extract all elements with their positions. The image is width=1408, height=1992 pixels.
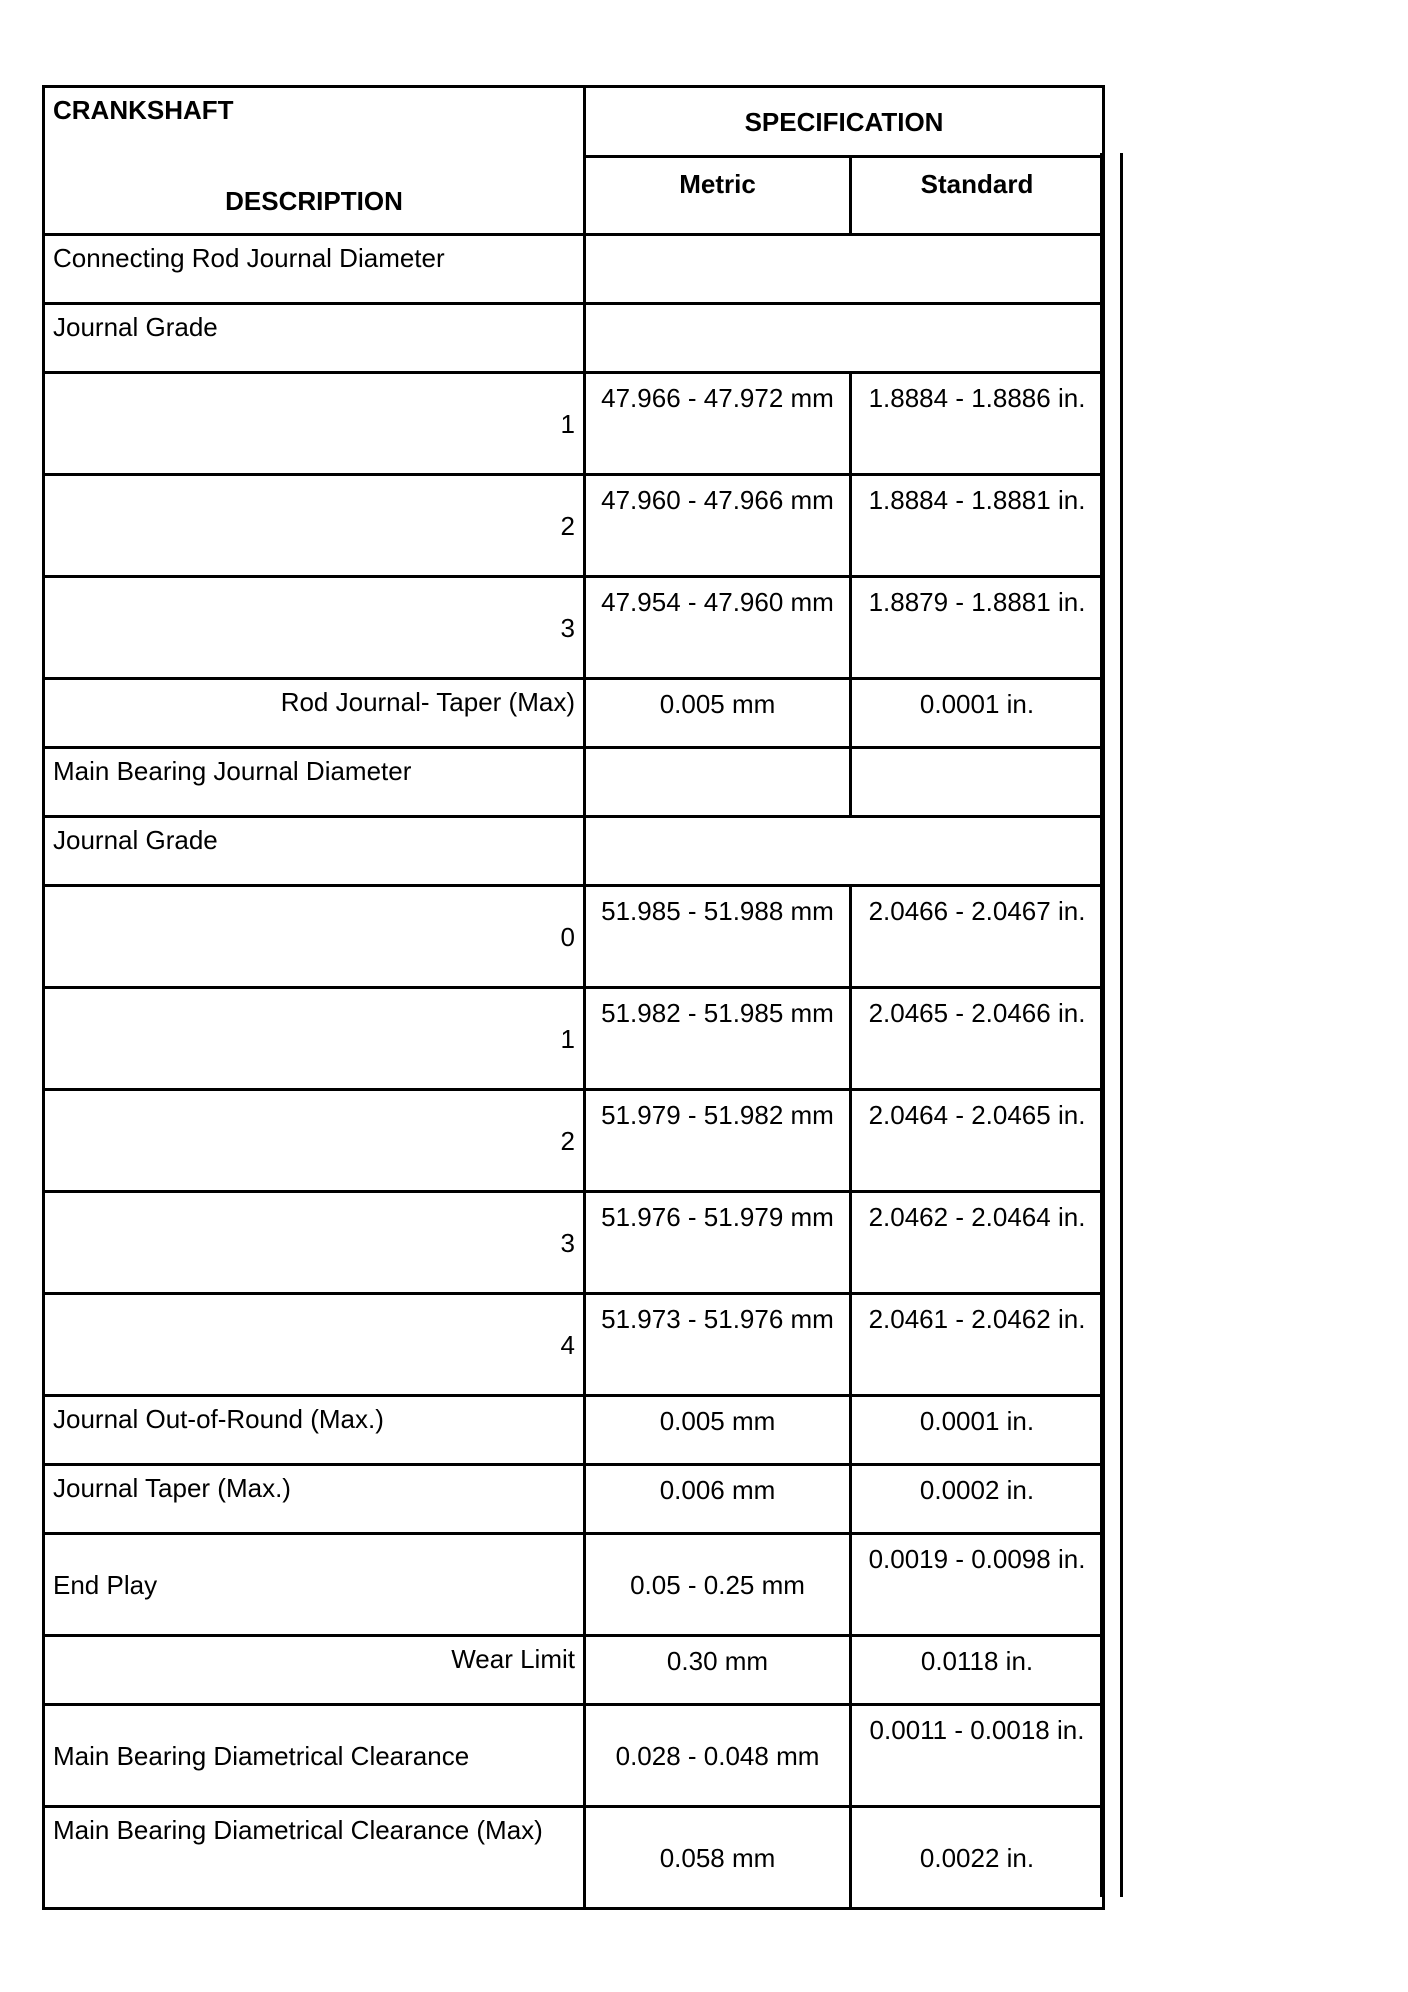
table-row (44, 886, 1104, 988)
table-row (44, 988, 1104, 1090)
row-grade: 3 (44, 1192, 585, 1294)
table-row (44, 1294, 1104, 1396)
row-metric: 0.058 mm (585, 1807, 851, 1909)
row-grade: 4 (44, 1294, 585, 1396)
table-row (44, 679, 1104, 748)
row-grade: 1 (44, 988, 585, 1090)
table-row (44, 1396, 1104, 1465)
row-standard: 1.8879 - 1.8881 in. (851, 577, 1104, 679)
row-metric: 51.985 - 51.988 mm (585, 886, 851, 988)
row-standard: 0.0019 - 0.0098 in. (851, 1534, 1104, 1636)
row-standard: 1.8884 - 1.8881 in. (851, 475, 1104, 577)
row-metric: 0.30 mm (585, 1636, 851, 1705)
crankshaft-spec-table (42, 85, 1105, 1910)
row-metric (585, 748, 851, 817)
row-grade: 1 (44, 373, 585, 475)
row-description: Connecting Rod Journal Diameter (44, 235, 585, 304)
row-grade: 0 (44, 886, 585, 988)
table-row (44, 817, 1104, 886)
row-standard: 0.0118 in. (851, 1636, 1104, 1705)
table-row (44, 577, 1104, 679)
table-row (44, 475, 1104, 577)
row-description: Journal Grade (44, 817, 585, 886)
row-spec-empty (585, 817, 1104, 886)
row-metric: 0.028 - 0.048 mm (585, 1705, 851, 1807)
table-title: CRANKSHAFT (44, 87, 585, 157)
row-description: Main Bearing Diametrical Clearance (Max) (44, 1807, 585, 1909)
table-right-border-outer (1120, 153, 1123, 1897)
table-row (44, 1807, 1104, 1909)
row-standard: 2.0462 - 2.0464 in. (851, 1192, 1104, 1294)
row-grade: 2 (44, 475, 585, 577)
row-description: Journal Out-of-Round (Max.) (44, 1396, 585, 1465)
row-standard: 0.0001 in. (851, 679, 1104, 748)
row-metric: 47.966 - 47.972 mm (585, 373, 851, 475)
table-row (44, 235, 1104, 304)
row-description: Journal Taper (Max.) (44, 1465, 585, 1534)
row-description: Wear Limit (44, 1636, 585, 1705)
row-spec-empty (585, 304, 1104, 373)
row-metric: 51.982 - 51.985 mm (585, 988, 851, 1090)
row-metric: 0.05 - 0.25 mm (585, 1534, 851, 1636)
table-row (44, 1705, 1104, 1807)
specification-header: SPECIFICATION (585, 87, 1104, 157)
row-standard: 2.0464 - 2.0465 in. (851, 1090, 1104, 1192)
metric-header: Metric (585, 157, 851, 235)
table-row (44, 1192, 1104, 1294)
row-standard: 0.0011 - 0.0018 in. (851, 1705, 1104, 1807)
row-grade: 3 (44, 577, 585, 679)
table-row (44, 1465, 1104, 1534)
row-description: Main Bearing Journal Diameter (44, 748, 585, 817)
table-row (44, 373, 1104, 475)
row-standard: 0.0002 in. (851, 1465, 1104, 1534)
row-metric: 51.973 - 51.976 mm (585, 1294, 851, 1396)
standard-header: Standard (851, 157, 1104, 235)
row-spec-empty (585, 235, 1104, 304)
row-description: Rod Journal- Taper (Max) (44, 679, 585, 748)
row-standard: 2.0465 - 2.0466 in. (851, 988, 1104, 1090)
row-grade: 2 (44, 1090, 585, 1192)
row-metric: 0.005 mm (585, 679, 851, 748)
row-standard: 0.0001 in. (851, 1396, 1104, 1465)
row-metric: 51.979 - 51.982 mm (585, 1090, 851, 1192)
row-description: End Play (44, 1534, 585, 1636)
row-standard: 2.0461 - 2.0462 in. (851, 1294, 1104, 1396)
row-metric: 0.005 mm (585, 1396, 851, 1465)
row-metric: 51.976 - 51.979 mm (585, 1192, 851, 1294)
description-header: DESCRIPTION (44, 157, 585, 235)
table-row (44, 1534, 1104, 1636)
table-row (44, 1090, 1104, 1192)
table-row (44, 1636, 1104, 1705)
table-row (44, 748, 1104, 817)
row-metric: 47.960 - 47.966 mm (585, 475, 851, 577)
row-standard: 0.0022 in. (851, 1807, 1104, 1909)
row-description: Journal Grade (44, 304, 585, 373)
row-metric: 47.954 - 47.960 mm (585, 577, 851, 679)
row-standard: 2.0466 - 2.0467 in. (851, 886, 1104, 988)
row-metric: 0.006 mm (585, 1465, 851, 1534)
row-standard: 1.8884 - 1.8886 in. (851, 373, 1104, 475)
table-row (44, 304, 1104, 373)
row-standard (851, 748, 1104, 817)
row-description: Main Bearing Diametrical Clearance (44, 1705, 585, 1807)
